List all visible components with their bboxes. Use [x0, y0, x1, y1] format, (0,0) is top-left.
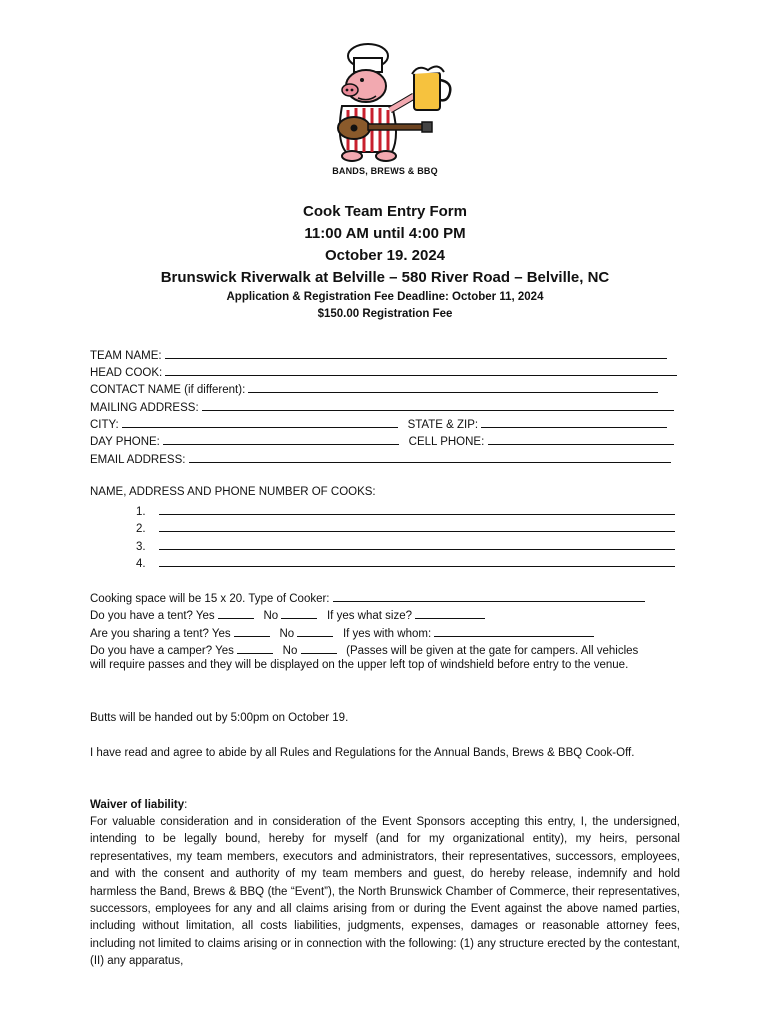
tent-no-label: No	[263, 610, 279, 622]
tent-yes-label: Do you have a tent? Yes	[90, 610, 215, 622]
cook-number: 4.	[136, 558, 146, 570]
contact-name-blank[interactable]	[248, 381, 658, 393]
event-logo	[318, 40, 452, 180]
contact-name-field[interactable]	[90, 381, 658, 396]
cell-phone-blank[interactable]	[488, 433, 674, 445]
state-zip-blank[interactable]	[481, 416, 667, 428]
cook-row[interactable]	[136, 520, 675, 535]
cook-number: 1.	[136, 506, 146, 518]
cook-blank[interactable]	[159, 555, 675, 567]
tent-size-label: If yes what size?	[326, 610, 412, 622]
waiver-text: For valuable consideration and in consideration of the Event Sponsors accepting this entry, I, the undersigned, intending to be legally bound, hereby for myself (and for my organizational entity), my heirs, personal representatives, my team members, executors and administrators, their representatives, successors, employees, and with the consent and authority of my team members and guest, do hereby release, indemnify and hold harmless the Band, Brews & BBQ (the “Event”), the North Brunswick Chamber of Commerce, their representatives, successors, employees for any and all claims arising from or during the Event against the above named parties, including without limitation, all costs liabilities, judgments, expenses, damages or reasonable attorney fees, including not limited to claims arising or in connection with the following: (1) any structure erected by the contestant, (II) any apparatus,	[90, 816, 680, 968]
day-phone-label: DAY PHONE:	[90, 436, 160, 448]
cooker-type-field[interactable]	[90, 590, 645, 605]
registration-fee: $150.00 Registration Fee	[317, 308, 453, 320]
share-tent-question[interactable]	[90, 625, 594, 640]
camper-note-continued: will require passes and they will be displayed on the upper left top of windshield before entry to the venue.	[90, 659, 629, 671]
waiver-colon: :	[184, 799, 188, 811]
tent-size-blank[interactable]	[415, 607, 485, 619]
cook-blank[interactable]	[159, 538, 675, 550]
team-name-field[interactable]	[90, 347, 667, 362]
butts-notice: Butts will be handed out by 5:00pm on October 19.	[90, 712, 349, 724]
head-cook-label: HEAD COOK:	[90, 367, 163, 379]
mailing-address-label: MAILING ADDRESS:	[90, 402, 199, 414]
camper-note: (Passes will be given at the gate for campers. All vehicles	[346, 645, 639, 657]
cook-blank[interactable]	[159, 503, 675, 515]
event-time: 11:00 AM until 4:00 PM	[304, 225, 466, 242]
cook-blank[interactable]	[159, 520, 675, 532]
cook-row[interactable]	[136, 538, 675, 553]
city-label: CITY:	[90, 419, 119, 431]
state-zip-label: STATE & ZIP:	[407, 419, 479, 431]
cook-row[interactable]	[136, 503, 675, 518]
share-whom-blank[interactable]	[434, 625, 594, 637]
tent-no-blank[interactable]	[281, 607, 317, 619]
email-label: EMAIL ADDRESS:	[90, 454, 186, 466]
pig-chef-icon	[318, 40, 452, 166]
share-no-blank[interactable]	[297, 625, 333, 637]
cell-phone-label: CELL PHONE:	[408, 436, 485, 448]
cook-row[interactable]	[136, 555, 675, 570]
cook-number: 2.	[136, 523, 146, 535]
cooks-heading: NAME, ADDRESS AND PHONE NUMBER OF COOKS:	[90, 486, 376, 498]
form-title: Cook Team Entry Form	[303, 203, 467, 220]
tent-question[interactable]	[90, 607, 485, 622]
share-whom-label: If yes with whom:	[342, 628, 432, 640]
day-phone-blank[interactable]	[163, 433, 399, 445]
event-venue: Brunswick Riverwalk at Belville – 580 River Road – Belville, NC	[160, 269, 610, 286]
event-date: October 19. 2024	[324, 247, 446, 264]
share-yes-blank[interactable]	[234, 625, 270, 637]
logo-caption: BANDS, BREWS & BBQ	[332, 166, 438, 176]
city-state-field[interactable]	[90, 416, 667, 431]
waiver-heading-text: Waiver of liability	[90, 799, 185, 811]
head-cook-blank[interactable]	[165, 364, 677, 376]
head-cook-field[interactable]	[90, 364, 677, 379]
phone-field[interactable]	[90, 433, 674, 448]
team-name-label: TEAM NAME:	[90, 350, 162, 362]
mailing-address-blank[interactable]	[202, 399, 674, 411]
cooker-type-label: Cooking space will be 15 x 20. Type of Cooker:	[90, 593, 330, 605]
contact-name-label: CONTACT NAME (if different):	[90, 384, 246, 396]
cook-number: 3.	[136, 541, 146, 553]
camper-question[interactable]	[90, 642, 638, 657]
share-no-label: No	[279, 628, 295, 640]
fee-deadline: Application & Registration Fee Deadline: October 11, 2024	[226, 291, 544, 303]
camper-yes-blank[interactable]	[237, 642, 273, 654]
email-field[interactable]	[90, 451, 671, 466]
camper-yes-label: Do you have a camper? Yes	[90, 645, 234, 657]
team-name-blank[interactable]	[165, 347, 667, 359]
cooker-type-blank[interactable]	[333, 590, 645, 602]
share-yes-label: Are you sharing a tent? Yes	[90, 628, 231, 640]
camper-no-label: No	[282, 645, 298, 657]
camper-no-blank[interactable]	[301, 642, 337, 654]
mailing-address-field[interactable]	[90, 399, 674, 414]
email-blank[interactable]	[189, 451, 671, 463]
waiver-heading	[90, 797, 680, 814]
agreement-statement: I have read and agree to abide by all Rules and Regulations for the Annual Bands, Brews & BBQ Cook-Off.	[90, 747, 635, 759]
city-blank[interactable]	[122, 416, 398, 428]
tent-yes-blank[interactable]	[218, 607, 254, 619]
